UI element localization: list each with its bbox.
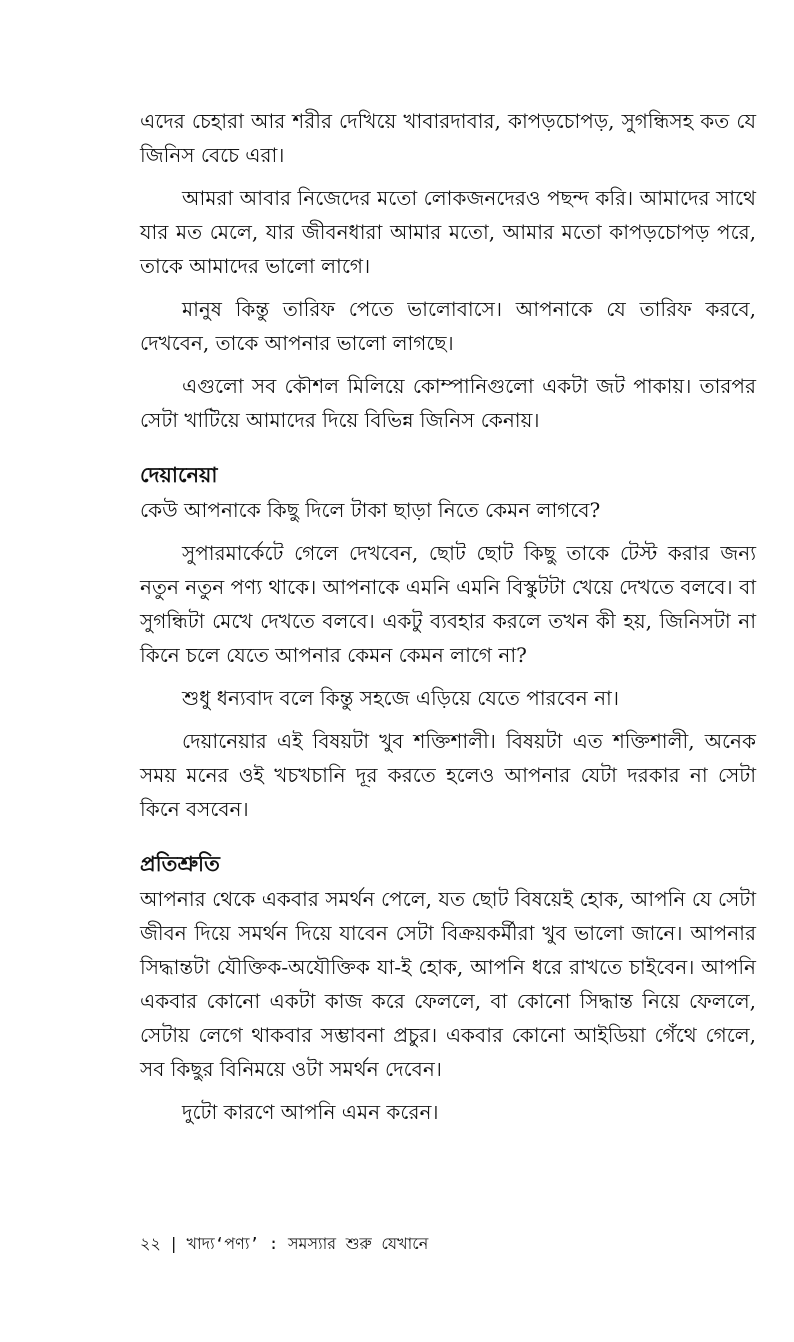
section-heading-deyaneya: দেয়ানেয়া (140, 462, 218, 487)
paragraph: শুধু ধন্যবাদ বলে কিন্তু সহজে এড়িয়ে যেতে পারবেন না। (182, 686, 619, 710)
paragraph: এগুলো সব কৌশল মিলিয়ে কোম্পানিগুলো একটা জট পাকায়। তারপর সেটা খাটিয়ে আমাদের দিয়ে বিভিন্ন জিনিস কেনায়। (140, 374, 756, 432)
footer-separator: | (168, 1234, 179, 1253)
paragraph: কেউ আপনাকে কিছু দিলে টাকা ছাড়া নিতে কেমন লাগবে? (140, 498, 601, 522)
page-number: ২২ (140, 1234, 161, 1253)
page-body (140, 104, 756, 1138)
page-footer (140, 1233, 428, 1255)
section-heading-protishruti: প্রতিশ্রুতি (140, 851, 220, 876)
paragraph: দুটো কারণে আপনি এমন করেন। (182, 1100, 439, 1124)
paragraph: আপনার থেকে একবার সমর্থন পেলে, যত ছোট বিষয়েই হোক, আপনি যে সেটা জীবন দিয়ে সমর্থন দিয়ে যাবেন সেটা বিক্রয়কর্মীরা খুব ভালো জানে। আপনার সিদ্ধান্তটা যৌক্তিক-অযৌক্তিক যা-ই হোক, আপনি ধরে রাখতে চাইবেন। আপনি একবার কোনো একটা কাজ করে ফেললে, বা কোনো সিদ্ধান্ত নিয়ে ফেললে, সেটায় লেগে থাকবার সম্ভাবনা প্রচুর। একবার কোনো আইডিয়া গেঁথে গেলে, সব কিছুর বিনিময়ে ওটা সমর্থন দেবেন। (140, 887, 756, 1081)
paragraph: মানুষ কিন্তু তারিফ পেতে ভালোবাসে। আপনাকে যে তারিফ করবে, দেখবেন, তাকে আপনার ভালো লাগছে। (140, 297, 756, 355)
paragraph: আমরা আবার নিজেদের মতো লোকজনদেরও পছন্দ করি। আমাদের সাথে যার মত মেলে, যার জীবনধারা আমার মতো, আমার মতো কাপড়চোপড় পরে, তাকে আমাদের ভালো লাগে। (140, 186, 756, 278)
paragraph: দেয়ানেয়ার এই বিষয়টা খুব শক্তিশালী। বিষয়টা এত শক্তিশালী, অনেক সময় মনের ওই খচখচানি দূর করতে হলেও আপনার যেটা দরকার না সেটা কিনে বসবেন। (140, 729, 756, 821)
running-title: খাদ্য‘পণ্য’ : সমস্যার শুরু যেখানে (186, 1234, 429, 1253)
paragraph-continued: এদের চেহারা আর শরীর দেখিয়ে খাবারদাবার, কাপড়চোপড়, সুগন্ধিসহ কত যে জিনিস বেচে এরা। (140, 109, 756, 167)
paragraph: সুপারমার্কেটে গেলে দেখবেন, ছোট ছোট কিছু তাকে টেস্ট করার জন্য নতুন নতুন পণ্য থাকে। আপনাকে এমনি এমনি বিস্কুটটা খেয়ে দেখতে বলবে। বা সুগন্ধিটা মেখে দেখতে বলবে। একটু ব্যবহার করলে তখন কী হয়, জিনিসটা না কিনে চলে যেতে আপনার কেমন কেমন লাগে না? (140, 541, 756, 667)
